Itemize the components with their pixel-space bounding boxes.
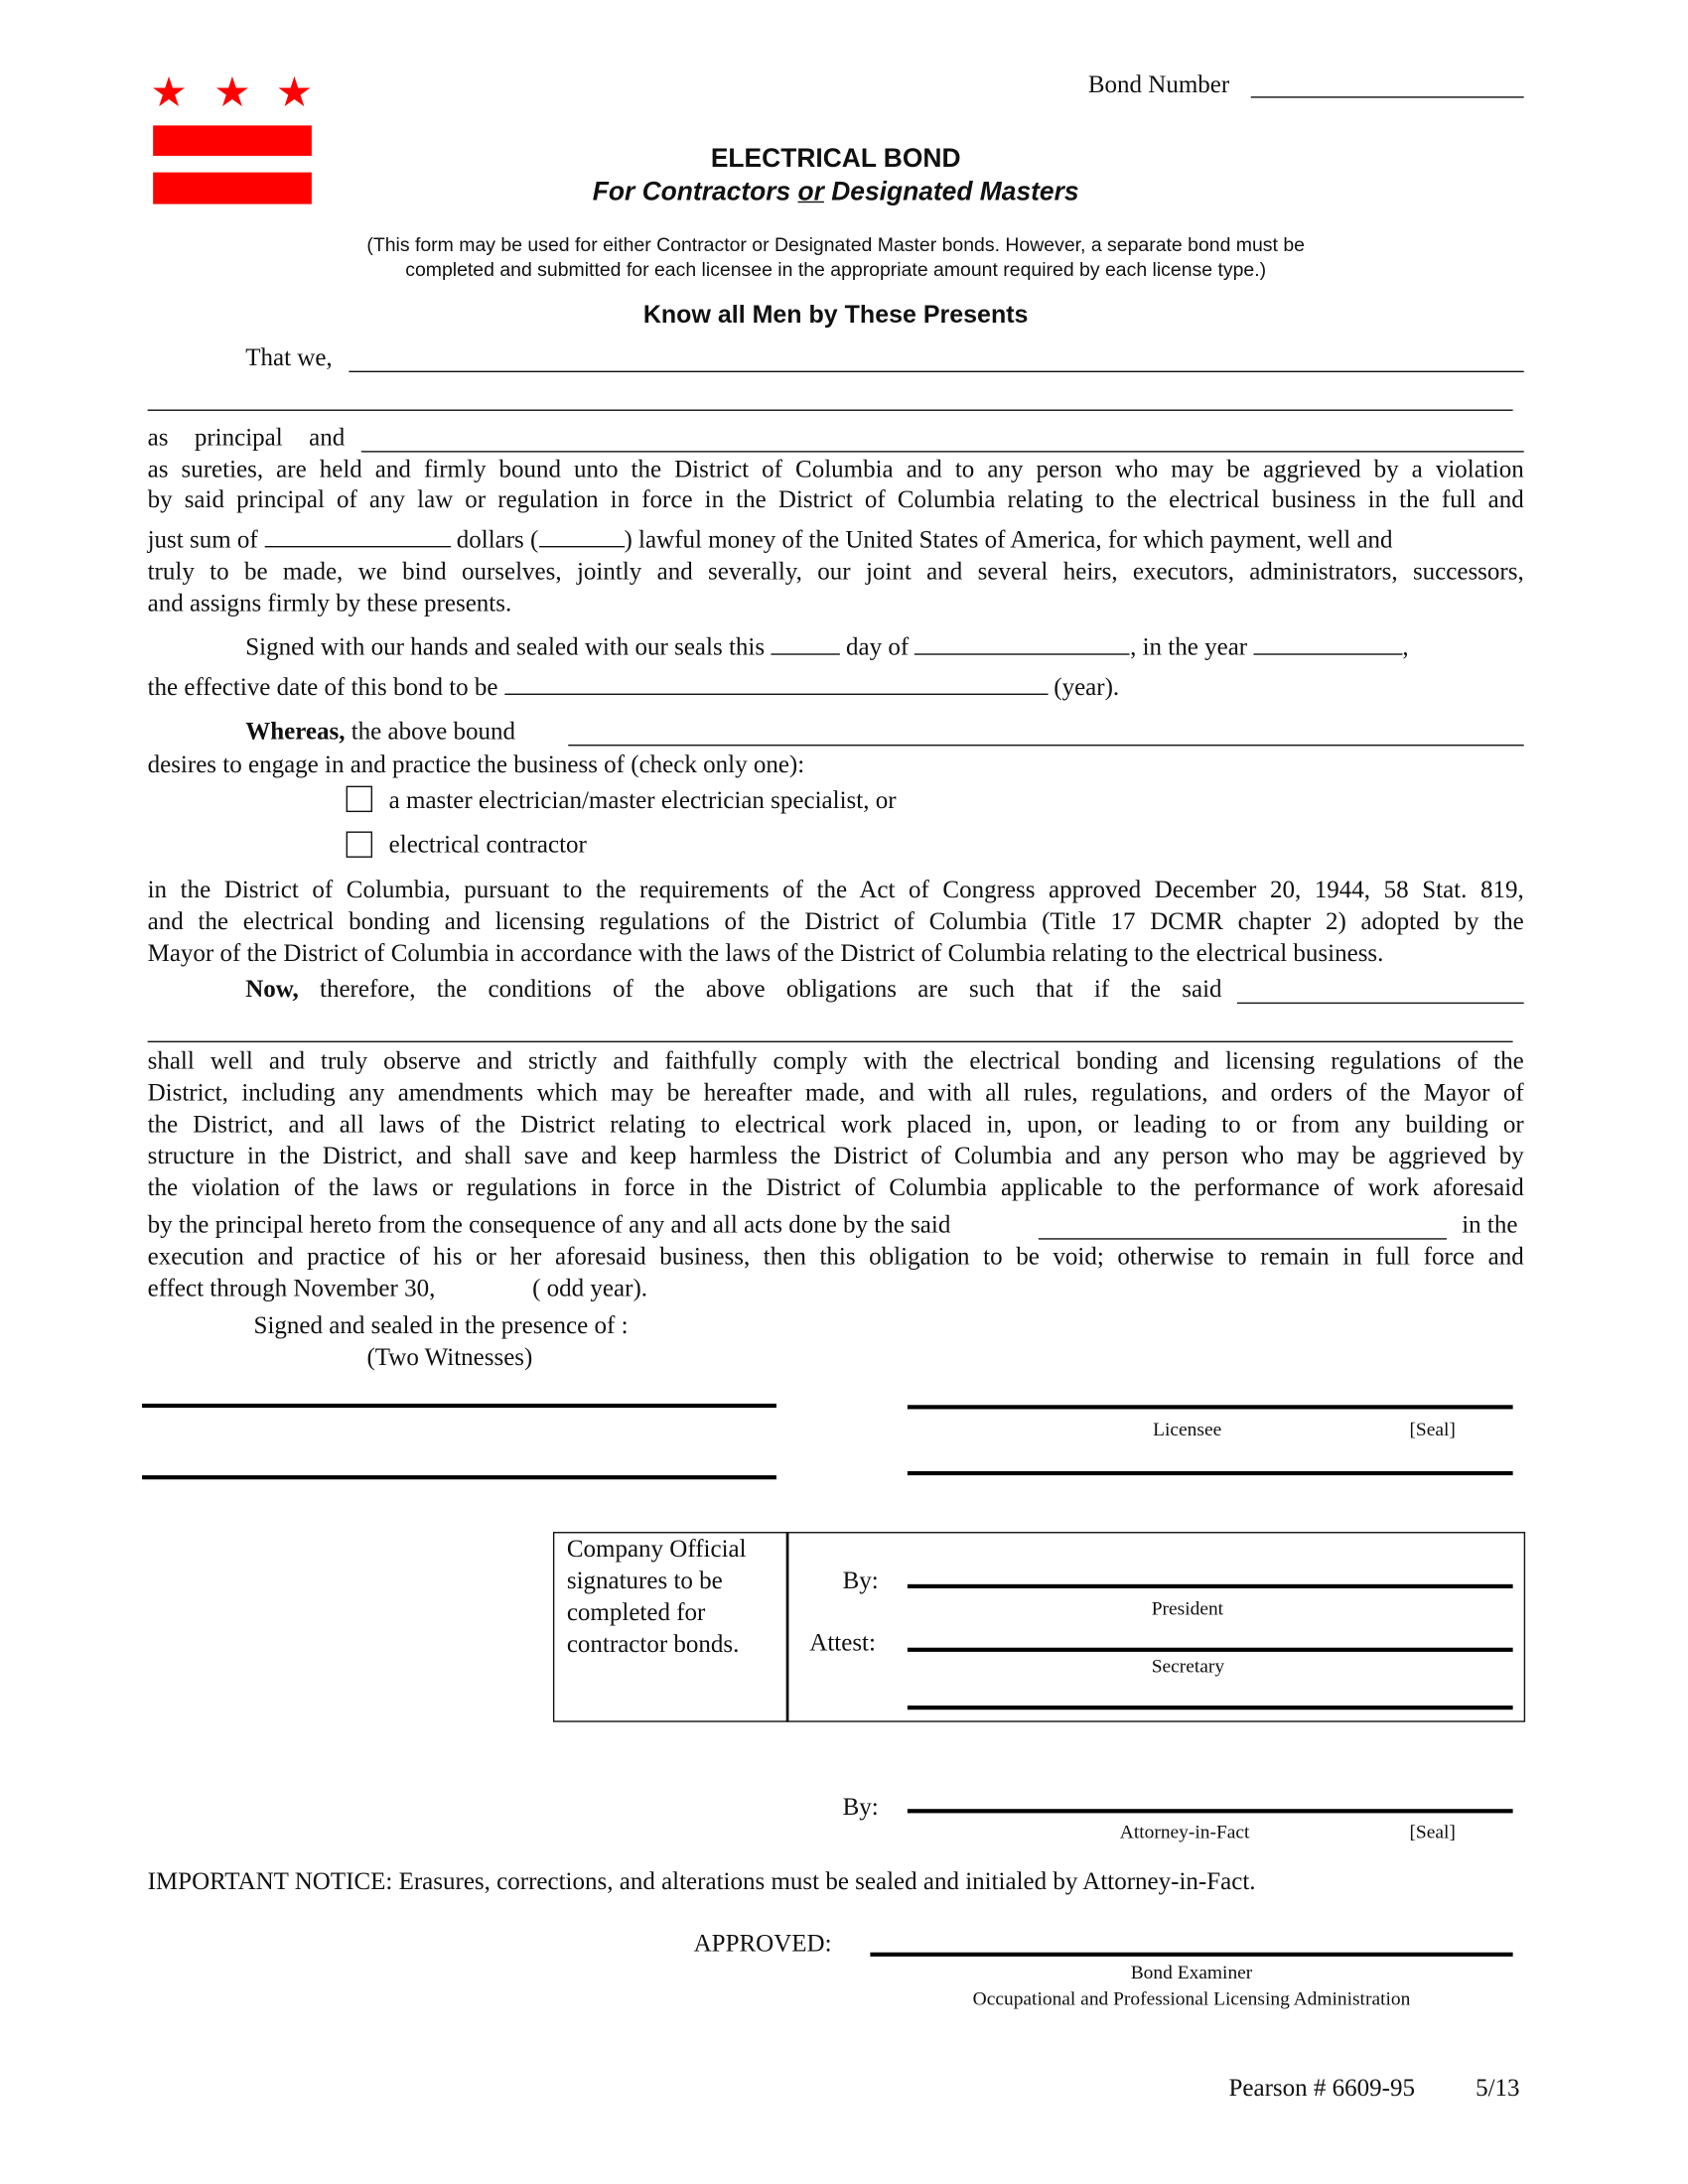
witness-signature-line[interactable] bbox=[142, 1475, 776, 1479]
said-name-field[interactable] bbox=[1237, 1003, 1524, 1004]
signature-line[interactable] bbox=[908, 1471, 1513, 1475]
principal-field[interactable] bbox=[349, 371, 1523, 372]
that-we-label: That we, bbox=[245, 342, 333, 371]
seal-label: [Seal] bbox=[1409, 1420, 1456, 1441]
body-text: and assigns firmly by these presents. bbox=[147, 589, 512, 616]
as-principal-label: as principal and bbox=[147, 423, 346, 452]
attest-label: Attest: bbox=[809, 1628, 876, 1657]
body-text: desires to engage in and practice the business of (check only one): bbox=[147, 750, 805, 778]
attorney-signature-line[interactable] bbox=[908, 1809, 1513, 1813]
signature-line[interactable] bbox=[908, 1706, 1513, 1709]
licensee-label: Licensee bbox=[1153, 1420, 1222, 1441]
star-icon: ★ bbox=[213, 68, 251, 118]
option-label: electrical contractor bbox=[388, 830, 587, 858]
body-text: structure in the District, and shall save and keep harmless the District of Columbia and any person who may be aggrieved by bbox=[147, 1142, 1524, 1169]
surety-field[interactable] bbox=[361, 451, 1524, 452]
president-label: President bbox=[1151, 1599, 1224, 1620]
now-therefore-line: Now, therefore, the conditions of the above obligations are such that if the said bbox=[245, 974, 1222, 1003]
master-electrician-checkbox[interactable] bbox=[347, 786, 372, 812]
subtitle-text: For Contractors bbox=[592, 178, 798, 207]
body-text: truly to be made, we bind ourselves, jointly and severally, our joint and several heirs, executors, administrators, successors, bbox=[147, 557, 1524, 585]
star-icon: ★ bbox=[275, 68, 314, 118]
body-text: effect through November 30, bbox=[147, 1274, 436, 1302]
subtitle-text: Designated Masters bbox=[823, 178, 1079, 207]
revision-date: 5/13 bbox=[1476, 2073, 1520, 2102]
signed-line: Signed with our hands and sealed with our seals this day of , in the year , bbox=[245, 632, 1409, 661]
approval-signature-line[interactable] bbox=[870, 1953, 1512, 1957]
form-subtitle bbox=[422, 178, 1249, 208]
agency-label: Occupational and Professional Licensing Administration bbox=[972, 1989, 1411, 2011]
secretary-signature-line[interactable] bbox=[908, 1648, 1513, 1652]
bond-number-label: Bond Number bbox=[1087, 69, 1230, 98]
electrical-contractor-checkbox[interactable] bbox=[347, 832, 372, 858]
sum-number-field[interactable] bbox=[538, 524, 624, 548]
bond-number-field[interactable] bbox=[1251, 96, 1524, 97]
by-label: By: bbox=[842, 1792, 879, 1821]
licensee-signature-line[interactable] bbox=[908, 1405, 1513, 1409]
option-label: a master electrician/master electrician specialist, or bbox=[388, 785, 897, 814]
body-text: the District, and all laws of the District relating to electrical work placed in, upon, or leading to or from any building or bbox=[147, 1110, 1524, 1138]
form-number: Pearson # 6609-95 bbox=[1228, 2073, 1415, 2102]
said-field[interactable] bbox=[1039, 1238, 1447, 1239]
note-line: Company Official bbox=[566, 1534, 747, 1563]
year-field[interactable] bbox=[1253, 631, 1402, 655]
body-text: just sum of dollars ( ) lawful money of the United States of America, for which payment, well and bbox=[147, 525, 1393, 553]
section-heading: Know all Men by These Presents bbox=[642, 300, 1029, 329]
flag-bar bbox=[153, 125, 312, 156]
box-divider bbox=[786, 1532, 788, 1722]
day-field[interactable] bbox=[771, 631, 839, 655]
note-line: signatures to be bbox=[566, 1566, 723, 1594]
secretary-label: Secretary bbox=[1151, 1657, 1225, 1679]
body-text: by the principal hereto from the consequence of any and all acts done by the said bbox=[147, 1210, 951, 1239]
effective-date-field[interactable] bbox=[504, 671, 1048, 695]
principal-field-line2[interactable] bbox=[148, 410, 1513, 411]
seal-label: [Seal] bbox=[1409, 1823, 1456, 1843]
body-text: Mayor of the District of Columbia in accordance with the laws of the District of Columbia relating to the electrical business. bbox=[147, 938, 1384, 967]
subtitle-or: or bbox=[797, 178, 824, 207]
whereas-label: Whereas, the above bound bbox=[245, 717, 515, 746]
star-icon: ★ bbox=[150, 68, 188, 118]
body-text: by said principal of any law or regulation in force in the District of Columbia relating to the electrical business in the full and bbox=[147, 484, 1524, 513]
said-name-field-line2[interactable] bbox=[148, 1041, 1513, 1042]
body-text: ( odd year). bbox=[532, 1274, 648, 1302]
witness-signature-line[interactable] bbox=[142, 1404, 776, 1408]
important-notice: IMPORTANT NOTICE: Erasures, corrections, and alterations must be sealed and initialed by Attorney-in-Fact. bbox=[147, 1866, 1256, 1895]
body-text: in the District of Columbia, pursuant to the requirements of the Act of Congress approved December 20, 1944, 58 Stat. 819, bbox=[147, 875, 1524, 903]
month-field[interactable] bbox=[914, 631, 1130, 655]
approved-label: APPROVED: bbox=[693, 1929, 832, 1957]
note-line: contractor bonds. bbox=[566, 1629, 740, 1658]
whereas-field[interactable] bbox=[568, 745, 1524, 746]
body-text: as sureties, are held and firmly bound unto the District of Columbia and to any person who may be aggrieved by a violation bbox=[147, 455, 1524, 483]
form-note: completed and submitted for each licensee in the appropriate amount required by each license type.) bbox=[405, 257, 1267, 280]
two-witnesses-label: (Two Witnesses) bbox=[366, 1342, 533, 1371]
attorney-in-fact-label: Attorney-in-Fact bbox=[1119, 1823, 1250, 1843]
body-text: and the electrical bonding and licensing regulations of the District of Columbia (Title 17 DCMR chapter 2) adopted by the bbox=[147, 906, 1524, 935]
note-line: completed for bbox=[566, 1597, 706, 1626]
body-text: shall well and truly observe and strictly and faithfully comply with the electrical bonding and licensing regulations of the bbox=[147, 1046, 1524, 1074]
bond-examiner-label: Bond Examiner bbox=[1130, 1963, 1253, 1984]
by-label: By: bbox=[842, 1566, 879, 1594]
form-title: ELECTRICAL BOND bbox=[710, 144, 961, 175]
presence-label: Signed and sealed in the presence of : bbox=[253, 1310, 629, 1339]
body-text: in the bbox=[1462, 1210, 1518, 1239]
form-note: (This form may be used for either Contractor or Designated Master bonds. However, a separate bond must be bbox=[366, 232, 1305, 255]
sum-words-field[interactable] bbox=[264, 524, 451, 548]
body-text: District, including any amendments which may be hereafter made, and with all rules, regulations, and orders of the Mayor of bbox=[147, 1078, 1524, 1106]
effective-date-line: the effective date of this bond to be (year). bbox=[147, 672, 1120, 701]
body-text: execution and practice of his or her aforesaid business, then this obligation to be void; otherwise to remain in full force and bbox=[147, 1242, 1524, 1271]
flag-bar bbox=[153, 173, 312, 205]
body-text: the violation of the laws or regulations in force in the District of Columbia applicable to the performance of work aforesaid bbox=[147, 1172, 1524, 1201]
president-signature-line[interactable] bbox=[908, 1584, 1513, 1588]
